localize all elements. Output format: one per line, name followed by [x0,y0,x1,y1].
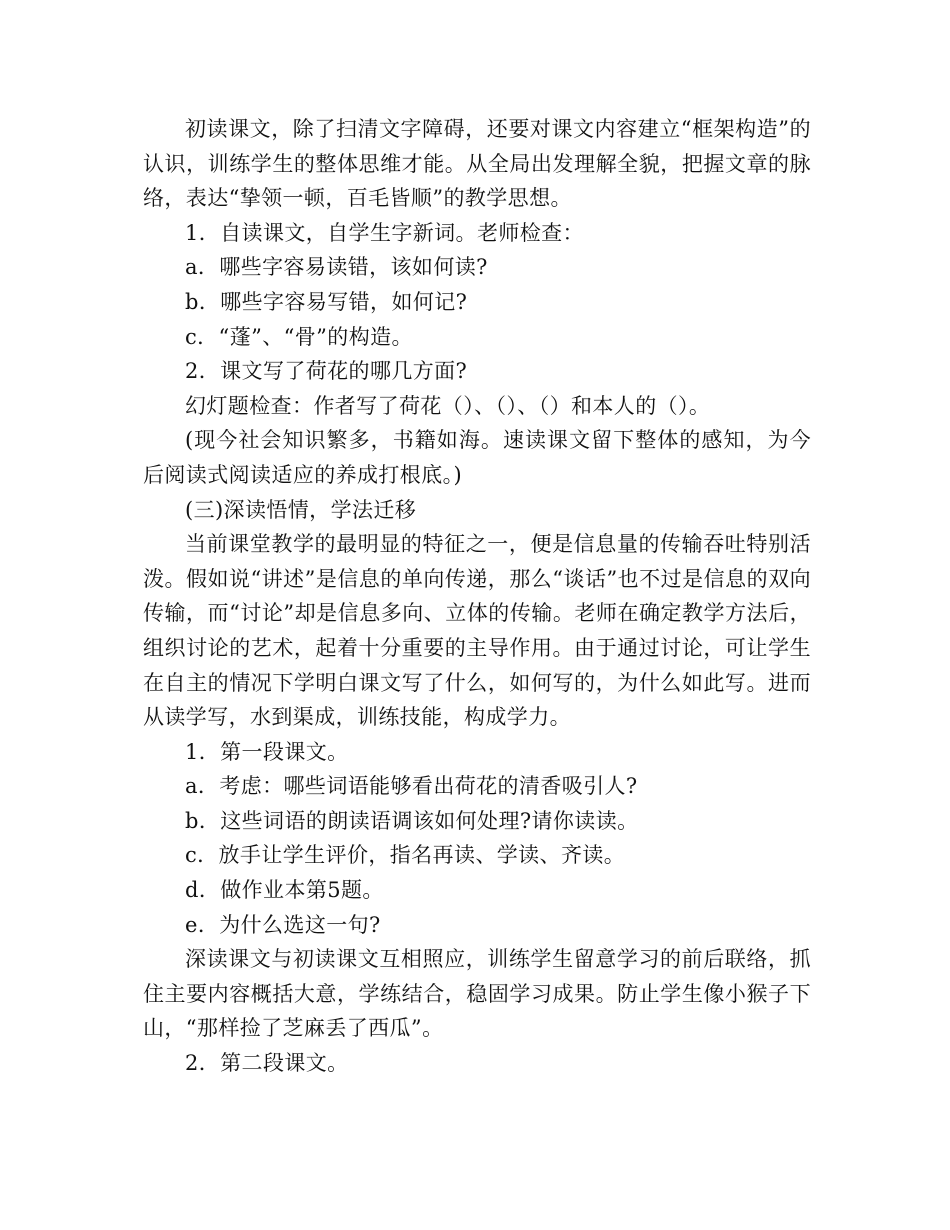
paragraph-discussion: 当前课堂教学的最明显的特征之一，便是信息量的传输吞吐特别活泼。假如说“讲述”是信息的单向传递，那么“谈话”也不过是信息的双向传输，而“讨论”却是信息多向、立体的传输。老师在确定教学方法后，组织讨论的艺术，起着十分重要的主导作用。由于通过讨论，可让学生在自主的情况下学明白课文写了什么，如何写的，为什么如此写。进而从读学写，水到渠成，训练技能，构成学力。 [143,532,811,730]
list-item-e: e．为什么选这一句? [185,912,381,937]
list-item-c: c．放手让学生评价，指名再读、学读、齐读。 [185,843,626,868]
paragraph-intro: 初读课文，除了扫清文字障碍，还要对课文内容建立“框架构造”的认识，训练学生的整体思维才能。从全局出发理解全貌，把握文章的脉络，表达“挚领一顿，百毛皆顺”的教学思想。 [143,117,811,211]
list-item-d: d．做作业本第5题。 [185,878,384,903]
list-item-second-section: 2．第二段课文。 [185,1051,349,1076]
document-body [143,112,811,1081]
paragraph-summary: 深读课文与初读课文互相照应，训练学生留意学习的前后联络，抓住主要内容概括大意，学练结合，稳固学习成果。防止学生像小猴子下山，“那样捡了芝麻丢了西瓜”。 [143,947,811,1041]
list-item-self-read: 1．自读课文，自学生字新词。老师检查： [185,220,584,245]
list-item-first-section: 1．第一段课文。 [185,739,349,764]
paragraph-slide-check: 幻灯题检查：作者写了荷花（）、（）、（）和本人的（）。 [185,393,711,418]
list-item-b: b．这些词语的朗读语调该如何处理?请你读读。 [185,808,639,833]
paragraph-note: (现今社会知识繁多，书籍如海。速读课文留下整体的感知，为今后阅读式阅读适应的养成打根底。) [143,428,811,487]
section-heading: (三)深读悟情，学法迁移 [185,497,417,522]
list-item-a: a．考虑：哪些词语能够看出荷花的清香吸引人? [185,774,638,799]
list-item-aspects: 2．课文写了荷花的哪几方面? [185,359,468,384]
list-item-c: c．“蓬”、“骨”的构造。 [185,324,413,349]
list-item-a: a．哪些字容易读错，该如何读? [185,255,488,280]
list-item-b: b．哪些字容易写错，如何记? [185,289,468,314]
